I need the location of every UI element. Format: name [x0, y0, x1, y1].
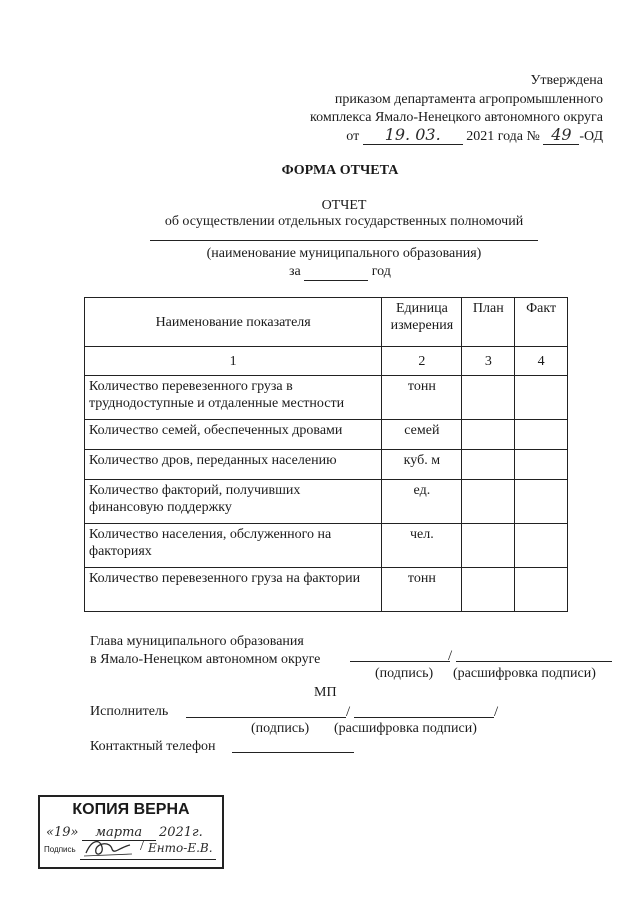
row-plan-cell: [462, 420, 515, 450]
table-row: [85, 420, 568, 450]
copy-certified-stamp: [38, 795, 224, 869]
head-title-line-2: в Ямало-Ненецком автономном округе: [90, 652, 321, 667]
period-line: [289, 264, 391, 281]
report-table: [84, 297, 568, 612]
stamp-month: марта: [82, 825, 156, 841]
row-unit: тонн: [382, 376, 462, 420]
table-row: [85, 568, 568, 612]
period-prefix: за: [289, 264, 301, 279]
table-number-row: [85, 347, 568, 376]
table-row: [85, 450, 568, 480]
row-fact-cell: [515, 568, 568, 612]
phone-line: [232, 752, 354, 753]
header-fact: Факт: [515, 298, 568, 347]
stamp-slash: /: [140, 839, 144, 854]
municipality-caption: (наименование муниципального образования): [206, 246, 482, 261]
row-plan-cell: [462, 480, 515, 524]
approval-date-line: [346, 125, 603, 145]
executor-label: Исполнитель: [90, 704, 169, 719]
row-fact-cell: [515, 376, 568, 420]
header-plan: План: [462, 298, 515, 347]
table-row: [85, 524, 568, 568]
head-title-line-1: Главa муниципального образования: [90, 634, 304, 649]
col-number-1: 1: [85, 347, 382, 376]
row-unit: ед.: [382, 480, 462, 524]
approval-number-handwritten: 49: [543, 125, 579, 145]
col-number-4: 4: [515, 347, 568, 376]
head-signature-caption: (подпись): [375, 666, 434, 681]
row-plan-cell: [462, 524, 515, 568]
head-decode-line: [456, 661, 612, 662]
executor-decode-line: [354, 717, 494, 718]
executor-slash-end: /: [494, 704, 499, 720]
stamp-day: «19»: [46, 825, 79, 840]
header-indicator: Наименование показателя: [85, 298, 382, 347]
approval-suffix: -ОД: [579, 129, 603, 144]
head-decode-caption: (расшифровка подписи): [453, 666, 596, 681]
seal-place: МП: [314, 685, 337, 700]
approval-line-3: комплекса Ямало-Ненецкого автономного округа: [310, 110, 603, 125]
approval-date-handwritten: 19. 03.: [363, 125, 463, 145]
row-plan-cell: [462, 376, 515, 420]
row-plan-cell: [462, 450, 515, 480]
stamp-signature-label: Подпись: [44, 845, 76, 854]
row-indicator-name: Количество факторий, получивших финансовую поддержку: [85, 480, 382, 524]
row-unit: семей: [382, 420, 462, 450]
table-row: [85, 480, 568, 524]
stamp-title: КОПИЯ ВЕРНА: [72, 801, 190, 818]
stamp-signature-underline: [80, 859, 216, 860]
row-fact-cell: [515, 524, 568, 568]
head-signature-line: [350, 661, 450, 662]
approval-line-1: Утверждена: [530, 73, 603, 88]
header-unit: Единица измерения: [382, 298, 462, 347]
table-row: [85, 376, 568, 420]
executor-slash: /: [346, 704, 351, 720]
phone-label: Контактный телефон: [90, 739, 216, 754]
head-slash: /: [448, 648, 453, 664]
executor-signature-line: [186, 717, 346, 718]
row-indicator-name: Количество дров, переданных населению: [85, 450, 382, 480]
form-title: ФОРМА ОТЧЕТА: [281, 163, 399, 178]
approval-year-text: 2021 года №: [466, 129, 540, 144]
table-header-row: [85, 298, 568, 347]
municipality-line: [150, 240, 538, 241]
row-fact-cell: [515, 480, 568, 524]
col-number-3: 3: [462, 347, 515, 376]
row-indicator-name: Количество перевезенного груза на фактории: [85, 568, 382, 612]
row-fact-cell: [515, 450, 568, 480]
col-number-2: 2: [382, 347, 462, 376]
executor-decode-caption: (расшифровка подписи): [334, 721, 477, 736]
period-suffix: год: [371, 264, 391, 279]
signature-scribble-icon: [82, 837, 134, 859]
stamp-signer-name: Енто-Е.В.: [148, 841, 213, 855]
row-unit: чел.: [382, 524, 462, 568]
row-fact-cell: [515, 420, 568, 450]
period-blank: [304, 264, 368, 281]
row-unit: тонн: [382, 568, 462, 612]
report-subtitle: об осуществлении отдельных государственных полномочий: [164, 214, 524, 229]
row-indicator-name: Количество семей, обеспеченных дровами: [85, 420, 382, 450]
row-indicator-name: Количество населения, обслуженного на факториях: [85, 524, 382, 568]
stamp-year: 2021г.: [158, 825, 203, 840]
report-title: ОТЧЕТ: [321, 198, 367, 213]
row-unit: куб. м: [382, 450, 462, 480]
approval-prefix: от: [346, 129, 360, 144]
approval-line-2: приказом департамента агропромышленного: [334, 92, 603, 107]
row-indicator-name: Количество перевезенного груза в труднодоступные и отдаленные местности: [85, 376, 382, 420]
executor-signature-caption: (подпись): [251, 721, 310, 736]
row-plan-cell: [462, 568, 515, 612]
